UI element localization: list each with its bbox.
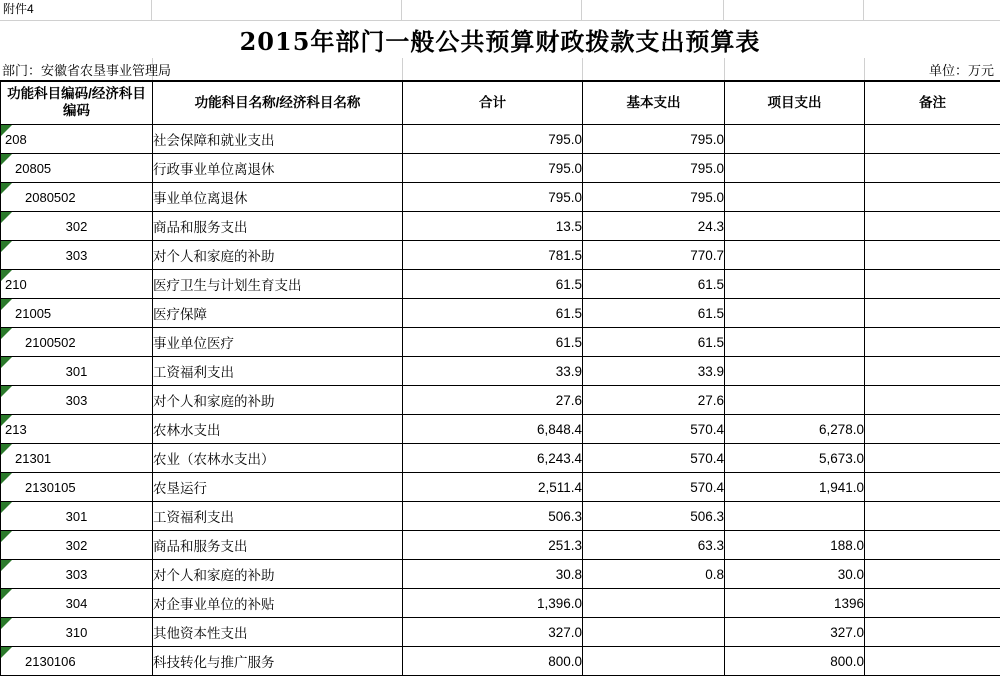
- cell-name: 农林水支出: [153, 415, 403, 444]
- code-text: 303: [1, 248, 152, 263]
- page-title: 2015年部门一般公共预算财政拨款支出预算表: [240, 22, 761, 57]
- department-label: 部门：安徽省农垦事业管理局: [2, 60, 171, 79]
- cell-name: 其他资本性支出: [153, 618, 403, 647]
- cell-total: 327.0: [403, 618, 583, 647]
- code-text: 21301: [1, 451, 152, 466]
- cell-code: [1, 473, 153, 502]
- cell-basic: 63.3: [583, 531, 725, 560]
- cell-code: [1, 299, 153, 328]
- attachment-spacer-2: [152, 0, 402, 20]
- cell-name: 医疗保障: [153, 299, 403, 328]
- table-header-row: [1, 82, 1000, 125]
- cell-total: 795.0: [403, 154, 583, 183]
- table-row: [1, 560, 1000, 589]
- cell-name: 对个人和家庭的补助: [153, 386, 403, 415]
- cell-note: [865, 444, 1000, 473]
- cell-project: 30.0: [725, 560, 865, 589]
- cell-total: 506.3: [403, 502, 583, 531]
- cell-note: [865, 299, 1000, 328]
- cell-code: [1, 386, 153, 415]
- code-text: 208: [1, 132, 152, 147]
- cell-note: [865, 647, 1000, 676]
- cell-basic: 24.3: [583, 212, 725, 241]
- cell-project: 6,278.0: [725, 415, 865, 444]
- table-row: [1, 647, 1000, 676]
- cell-total: 33.9: [403, 357, 583, 386]
- cell-code: [1, 589, 153, 618]
- cell-note: [865, 154, 1000, 183]
- cell-project: [725, 125, 865, 154]
- attachment-spacer-3: [402, 0, 582, 20]
- code-text: 21005: [1, 306, 152, 321]
- cell-basic: [583, 647, 725, 676]
- cell-name: 行政事业单位离退休: [153, 154, 403, 183]
- attachment-spacer-5: [724, 0, 864, 20]
- cell-code: [1, 415, 153, 444]
- cell-total: 795.0: [403, 183, 583, 212]
- code-text: 310: [1, 625, 152, 640]
- table-row: [1, 357, 1000, 386]
- cell-note: [865, 125, 1000, 154]
- cell-project: [725, 212, 865, 241]
- cell-code: [1, 154, 153, 183]
- budget-table: [0, 81, 1000, 676]
- cell-note: [865, 415, 1000, 444]
- table-row: [1, 125, 1000, 154]
- cell-project: [725, 270, 865, 299]
- cell-name: 农业（农林水支出）: [153, 444, 403, 473]
- code-text: 210: [1, 277, 152, 292]
- cell-name: 医疗卫生与计划生育支出: [153, 270, 403, 299]
- cell-basic: 795.0: [583, 125, 725, 154]
- cell-note: [865, 212, 1000, 241]
- cell-name: 工资福利支出: [153, 357, 403, 386]
- cell-name: 农垦运行: [153, 473, 403, 502]
- header-note: 备注: [865, 82, 1000, 125]
- cell-name: 事业单位离退休: [153, 183, 403, 212]
- cell-basic: 770.7: [583, 241, 725, 270]
- cell-name: 商品和服务支出: [153, 212, 403, 241]
- header-basic: 基本支出: [583, 82, 725, 125]
- cell-total: 61.5: [403, 270, 583, 299]
- cell-code: [1, 560, 153, 589]
- cell-project: 327.0: [725, 618, 865, 647]
- cell-total: 2,511.4: [403, 473, 583, 502]
- cell-code: [1, 270, 153, 299]
- code-text: 301: [1, 364, 152, 379]
- code-text: 2080502: [1, 190, 152, 205]
- cell-basic: 61.5: [583, 270, 725, 299]
- table-row: [1, 386, 1000, 415]
- code-text: 301: [1, 509, 152, 524]
- attachment-row: [0, 0, 1000, 21]
- code-text: 20805: [1, 161, 152, 176]
- cell-note: [865, 386, 1000, 415]
- table-row: [1, 444, 1000, 473]
- cell-total: 61.5: [403, 299, 583, 328]
- cell-total: 800.0: [403, 647, 583, 676]
- cell-basic: [583, 589, 725, 618]
- cell-code: [1, 618, 153, 647]
- cell-project: [725, 386, 865, 415]
- cell-note: [865, 183, 1000, 212]
- table-row: [1, 270, 1000, 299]
- cell-total: 1,396.0: [403, 589, 583, 618]
- header-project: 项目支出: [725, 82, 865, 125]
- cell-name: 对个人和家庭的补助: [153, 241, 403, 270]
- code-text: 304: [1, 596, 152, 611]
- cell-code: [1, 357, 153, 386]
- cell-code: [1, 531, 153, 560]
- table-row: [1, 328, 1000, 357]
- cell-basic: 33.9: [583, 357, 725, 386]
- cell-name: 商品和服务支出: [153, 531, 403, 560]
- cell-note: [865, 589, 1000, 618]
- table-row: [1, 299, 1000, 328]
- code-text: 2100502: [1, 335, 152, 350]
- cell-project: [725, 357, 865, 386]
- cell-code: [1, 241, 153, 270]
- table-row: [1, 212, 1000, 241]
- cell-project: 5,673.0: [725, 444, 865, 473]
- attachment-label: 附件4: [0, 0, 152, 20]
- cell-note: [865, 502, 1000, 531]
- cell-total: 6,848.4: [403, 415, 583, 444]
- cell-total: 795.0: [403, 125, 583, 154]
- cell-name: 对企事业单位的补贴: [153, 589, 403, 618]
- cell-code: [1, 647, 153, 676]
- cell-code: [1, 328, 153, 357]
- cell-code: [1, 125, 153, 154]
- table-row: [1, 618, 1000, 647]
- cell-basic: 506.3: [583, 502, 725, 531]
- cell-basic: 570.4: [583, 444, 725, 473]
- cell-note: [865, 328, 1000, 357]
- code-text: 303: [1, 393, 152, 408]
- table-row: [1, 241, 1000, 270]
- cell-total: 251.3: [403, 531, 583, 560]
- cell-name: 工资福利支出: [153, 502, 403, 531]
- cell-code: [1, 502, 153, 531]
- cell-note: [865, 473, 1000, 502]
- code-text: 303: [1, 567, 152, 582]
- table-row: [1, 154, 1000, 183]
- table-row: [1, 183, 1000, 212]
- cell-basic: 0.8: [583, 560, 725, 589]
- cell-code: [1, 183, 153, 212]
- cell-name: 科技转化与推广服务: [153, 647, 403, 676]
- cell-basic: 570.4: [583, 415, 725, 444]
- header-name: 功能科目名称/经济科目名称: [153, 82, 403, 125]
- cell-total: 781.5: [403, 241, 583, 270]
- cell-total: 13.5: [403, 212, 583, 241]
- cell-project: 800.0: [725, 647, 865, 676]
- report-meta-row: [0, 58, 1000, 81]
- cell-note: [865, 241, 1000, 270]
- unit-label: 单位：万元: [929, 60, 994, 79]
- cell-total: 30.8: [403, 560, 583, 589]
- cell-project: [725, 299, 865, 328]
- header-total: 合计: [403, 82, 583, 125]
- code-text: 302: [1, 538, 152, 553]
- cell-project: [725, 502, 865, 531]
- cell-total: 61.5: [403, 328, 583, 357]
- code-text: 213: [1, 422, 152, 437]
- table-body: [1, 125, 1000, 676]
- cell-code: [1, 444, 153, 473]
- cell-project: 1396: [725, 589, 865, 618]
- cell-project: 188.0: [725, 531, 865, 560]
- code-text: 302: [1, 219, 152, 234]
- cell-basic: [583, 618, 725, 647]
- table-row: [1, 589, 1000, 618]
- cell-note: [865, 357, 1000, 386]
- code-text: 2130105: [1, 480, 152, 495]
- cell-basic: 570.4: [583, 473, 725, 502]
- cell-note: [865, 270, 1000, 299]
- attachment-spacer-6: [864, 0, 1000, 20]
- cell-project: [725, 241, 865, 270]
- cell-basic: 795.0: [583, 154, 725, 183]
- cell-total: 27.6: [403, 386, 583, 415]
- cell-project: [725, 183, 865, 212]
- cell-basic: 27.6: [583, 386, 725, 415]
- cell-basic: 61.5: [583, 328, 725, 357]
- cell-note: [865, 560, 1000, 589]
- table-row: [1, 473, 1000, 502]
- cell-name: 社会保障和就业支出: [153, 125, 403, 154]
- table-row: [1, 415, 1000, 444]
- attachment-spacer-4: [582, 0, 724, 20]
- cell-note: [865, 531, 1000, 560]
- cell-basic: 795.0: [583, 183, 725, 212]
- cell-code: [1, 212, 153, 241]
- header-code: 功能科目编码/经济科目编码: [1, 82, 153, 125]
- cell-name: 事业单位医疗: [153, 328, 403, 357]
- cell-project: [725, 154, 865, 183]
- cell-total: 6,243.4: [403, 444, 583, 473]
- cell-basic: 61.5: [583, 299, 725, 328]
- cell-project: [725, 328, 865, 357]
- cell-name: 对个人和家庭的补助: [153, 560, 403, 589]
- table-row: [1, 531, 1000, 560]
- code-text: 2130106: [1, 654, 152, 669]
- cell-note: [865, 618, 1000, 647]
- report-title-row: [0, 21, 1000, 58]
- cell-project: 1,941.0: [725, 473, 865, 502]
- table-row: [1, 502, 1000, 531]
